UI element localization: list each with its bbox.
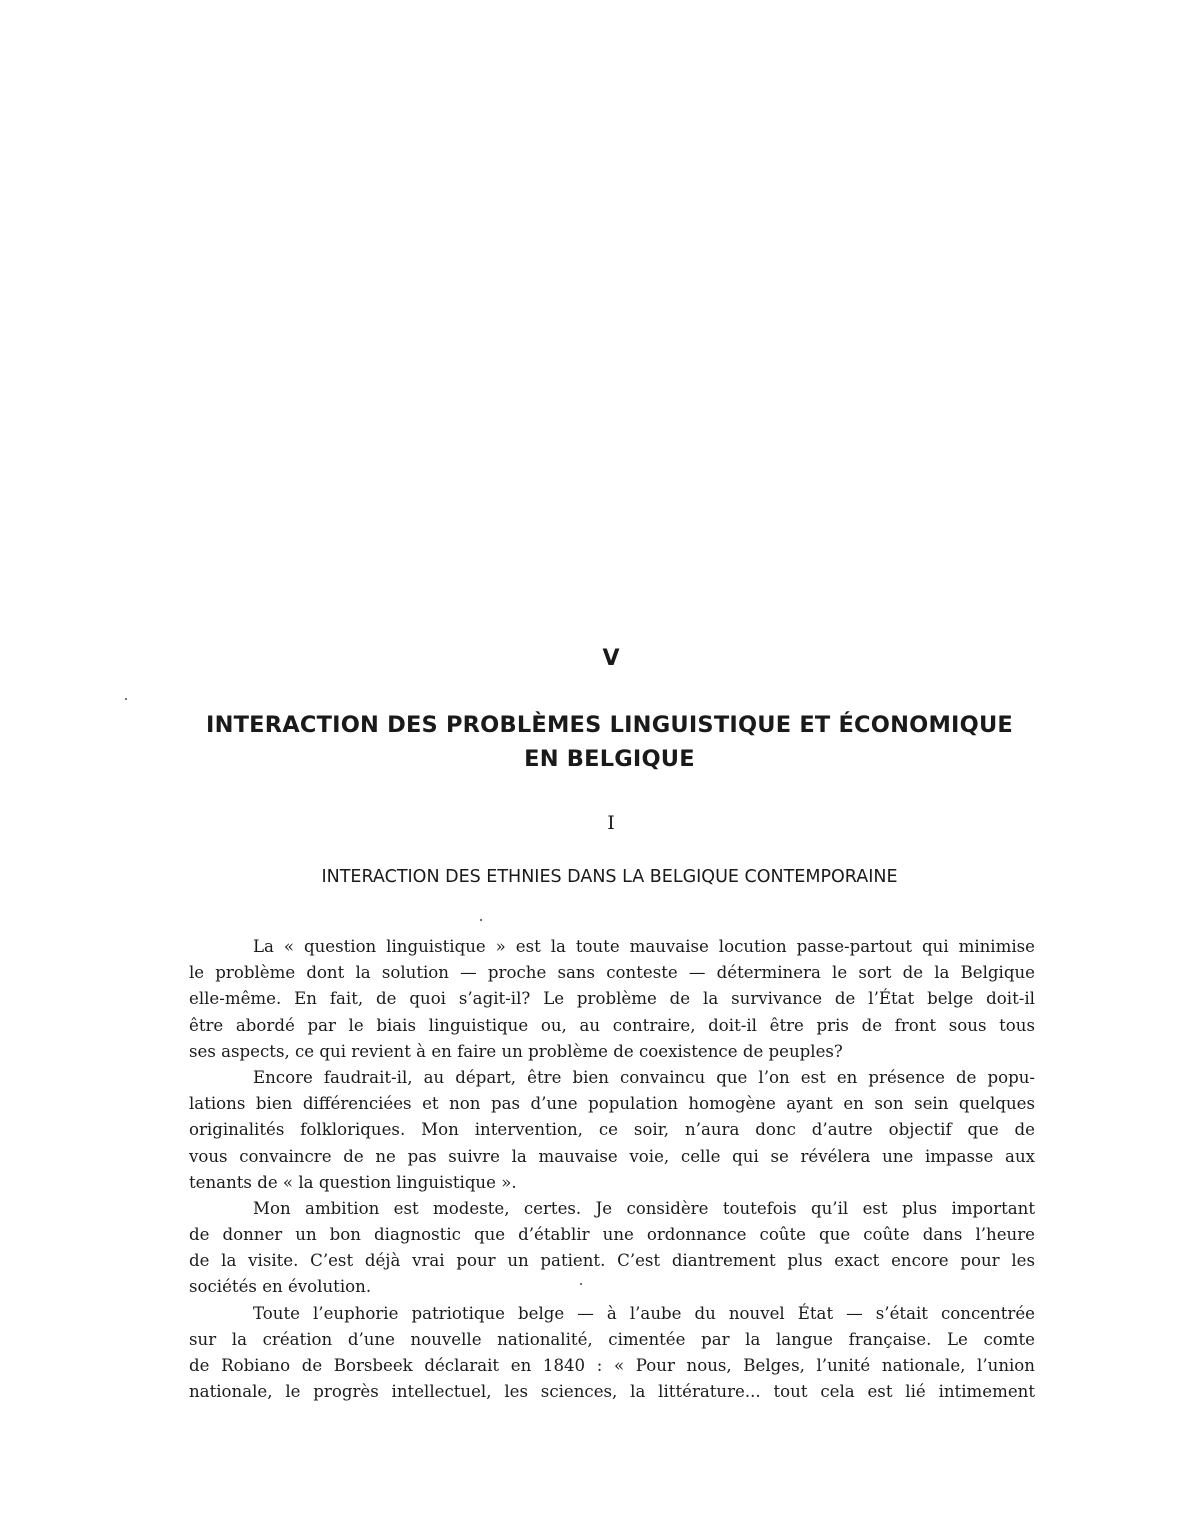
chapter-title-line: INTERACTION DES PROBLÈMES LINGUISTIQUE ET ÉCONOMIQUE [206,712,1013,738]
text-line: sur la création d’une nouvelle nationalité, cimentée par la langue française. Le comte [189,1329,1035,1349]
paragraph [189,1196,1035,1301]
chapter-number: V [602,646,620,671]
text-line: nationale, le progrès intellectuel, les sciences, la littérature... tout cela est lié intimement [189,1382,1035,1402]
text-line: sociétés en évolution. [189,1277,372,1297]
text-line: originalités folkloriques. Mon intervention, ce soir, n’aura donc d’autre objectif que de [189,1120,1035,1140]
paragraph [189,934,1035,1065]
body-text [189,934,1035,1405]
chapter-title-line: EN BELGIQUE [524,746,695,772]
section-number: I [607,812,615,834]
text-line: ses aspects, ce qui revient à en faire un problème de coexistence de peuples? [189,1041,843,1061]
text-line: tenants de « la question linguistique ». [189,1172,517,1192]
text-line: Mon ambition est modeste, certes. Je considère toutefois qu’il est plus important [253,1198,1035,1218]
text-line: le problème dont la solution — proche sans conteste — déterminera le sort de la Belgique [189,963,1035,983]
paragraph [189,1065,1035,1196]
chapter-title [188,708,1031,776]
text-line: lations bien différenciées et non pas d’une population homogène ayant en son sein quelques [189,1094,1035,1114]
text-line: vous convaincre de ne pas suivre la mauvaise voie, celle qui se révélera une impasse aux [189,1146,1035,1166]
text-line: de donner un bon diagnostic que d’établir une ordonnance coûte que coûte dans l’heure [189,1225,1035,1245]
text-line: Toute l’euphorie patriotique belge — à l’aube du nouvel État — s’était concentrée [253,1303,1035,1323]
scan-speck [125,698,127,700]
text-line: elle-même. En fait, de quoi s’agit-il? Le problème de la survivance de l’État belge doit-il [189,989,1035,1009]
text-line: La « question linguistique » est la toute mauvaise locution passe-partout qui minimise [253,937,1035,956]
section-title: INTERACTION DES ETHNIES DANS LA BELGIQUE CONTEMPORAINE [321,867,898,887]
scan-speck [480,919,482,921]
paragraph [189,1301,1035,1406]
text-line: être abordé par le biais linguistique ou, au contraire, doit-il être pris de front sous tous [189,1015,1035,1035]
text-line: de Robiano de Borsbeek déclarait en 1840 : « Pour nous, Belges, l’unité nationale, l’union [189,1356,1035,1375]
text-line: Encore faudrait-il, au départ, être bien convaincu que l’on est en présence de popu- [253,1067,1035,1087]
scan-speck [580,1283,582,1285]
text-line: de la visite. C’est déjà vrai pour un patient. C’est diantrement plus exact encore pour les [189,1251,1035,1271]
